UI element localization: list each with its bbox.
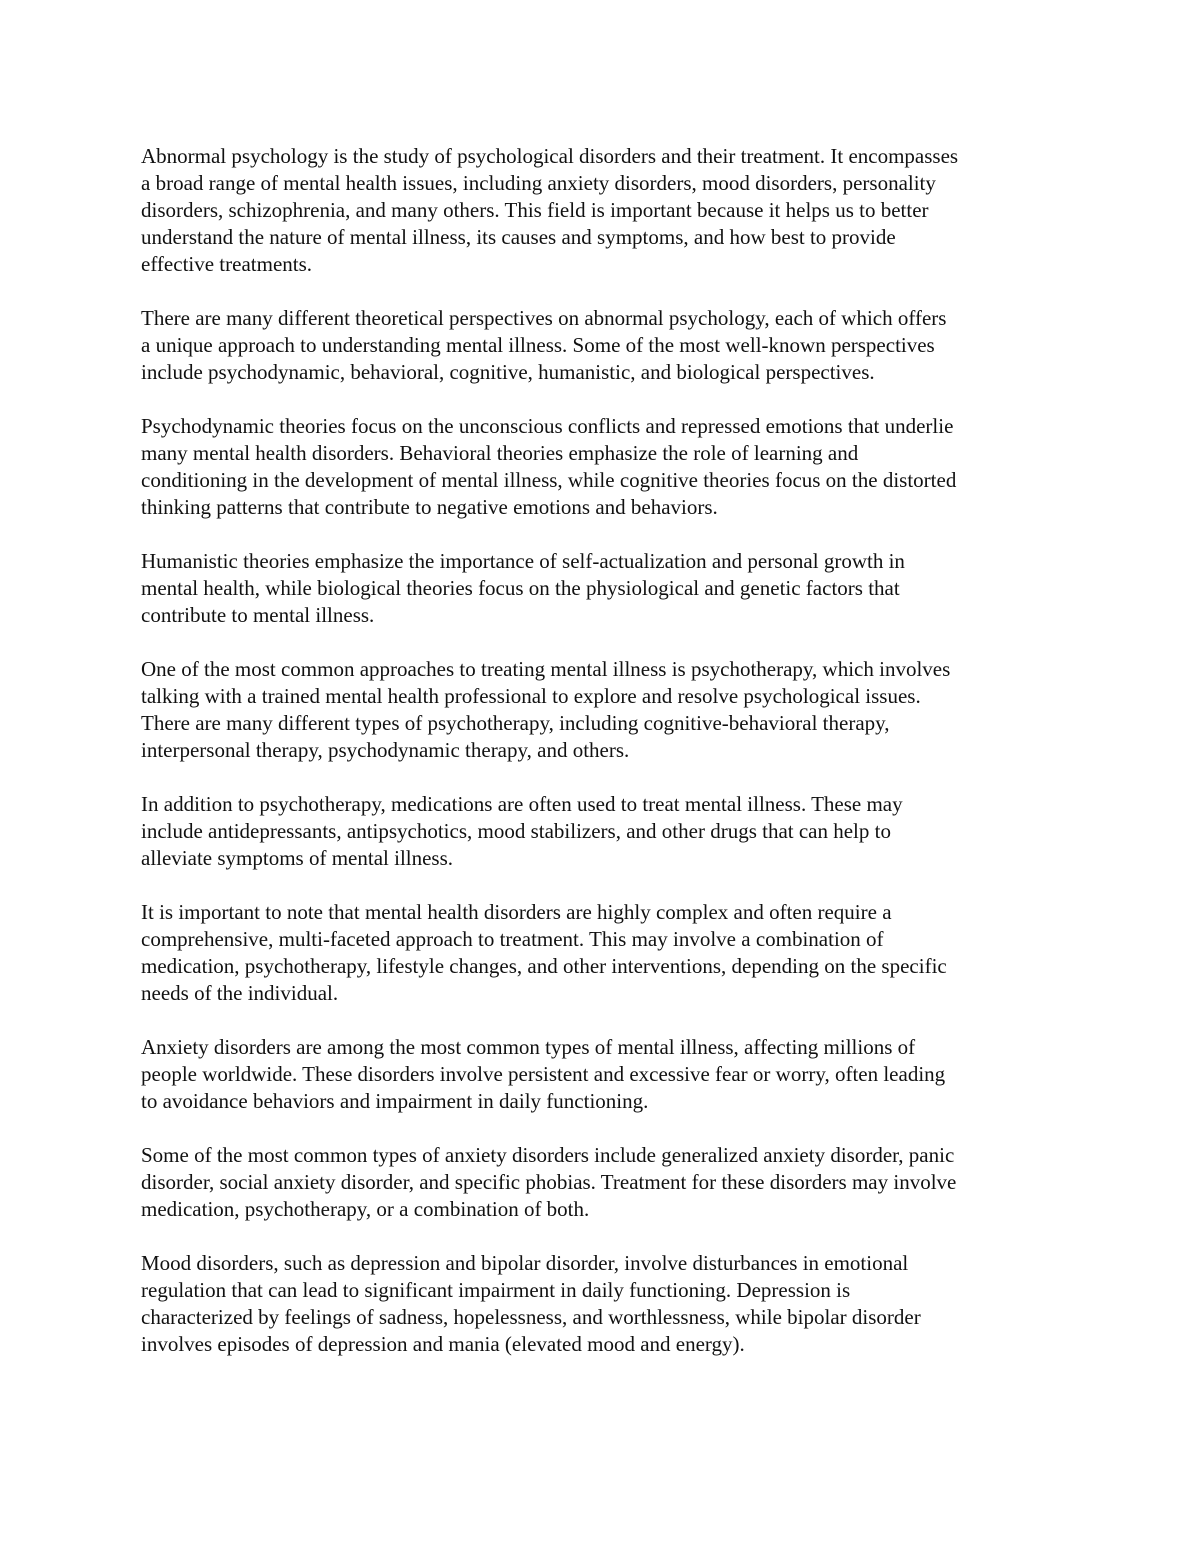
paragraph-mood-disorders: Mood disorders, such as depression and bipolar disorder, involve disturbances in emotional regulation that can lead to significant impairment in daily functioning. Depression is characterized by feelings of sadness, hopelessness, and worthlessness, while bipolar disorder involves episodes of depression and mania (elevated mood and energy). (141, 1251, 921, 1356)
paragraph-abnormal-psychology-intro: Abnormal psychology is the study of psychological disorders and their treatment. It encompasses a broad range of mental health issues, including anxiety disorders, mood disorders, personality disorders, schizophrenia, and many others. This field is important because it helps us to better understand the nature of mental illness, its causes and symptoms, and how best to provide effective treatments. (141, 144, 959, 276)
document-body (141, 143, 1066, 1385)
paragraph-anxiety-types: Some of the most common types of anxiety disorders include generalized anxiety disorder, panic disorder, social anxiety disorder, and specific phobias. Treatment for these disorders may involve medication, psychotherapy, or a combination of both. (141, 1143, 957, 1221)
paragraph-psychodynamic-behavioral-cognitive: Psychodynamic theories focus on the unconscious conflicts and repressed emotions that underlie many mental health disorders. Behavioral theories emphasize the role of learning and conditioning in the development of mental illness, while cognitive theories focus on the distorted thinking patterns that contribute to negative emotions and behaviors. (141, 414, 957, 519)
paragraph-comprehensive-treatment: It is important to note that mental health disorders are highly complex and often require a comprehensive, multi-faceted approach to treatment. This may involve a combination of medication, psychotherapy, lifestyle changes, and other interventions, depending on the specific needs of the individual. (141, 900, 947, 1005)
paragraph-theoretical-perspectives: There are many different theoretical perspectives on abnormal psychology, each of which offers a unique approach to understanding mental illness. Some of the most well-known perspectives include psychodynamic, behavioral, cognitive, humanistic, and biological perspectives. (141, 306, 947, 384)
paragraph-medications: In addition to psychotherapy, medications are often used to treat mental illness. These may include antidepressants, antipsychotics, mood stabilizers, and other drugs that can help to alleviate symptoms of mental illness. (141, 792, 903, 870)
paragraph-psychotherapy: One of the most common approaches to treating mental illness is psychotherapy, which involves talking with a trained mental health professional to explore and resolve psychological issues. There are many different types of psychotherapy, including cognitive-behavioral therapy, interpersonal therapy, psychodynamic therapy, and others. (141, 657, 951, 762)
paragraph-humanistic-biological: Humanistic theories emphasize the importance of self-actualization and personal growth in mental health, while biological theories focus on the physiological and genetic factors that contribute to mental illness. (141, 549, 905, 627)
paragraph-anxiety-disorders: Anxiety disorders are among the most common types of mental illness, affecting millions of people worldwide. These disorders involve persistent and excessive fear or worry, often leading to avoidance behaviors and impairment in daily functioning. (141, 1035, 946, 1113)
